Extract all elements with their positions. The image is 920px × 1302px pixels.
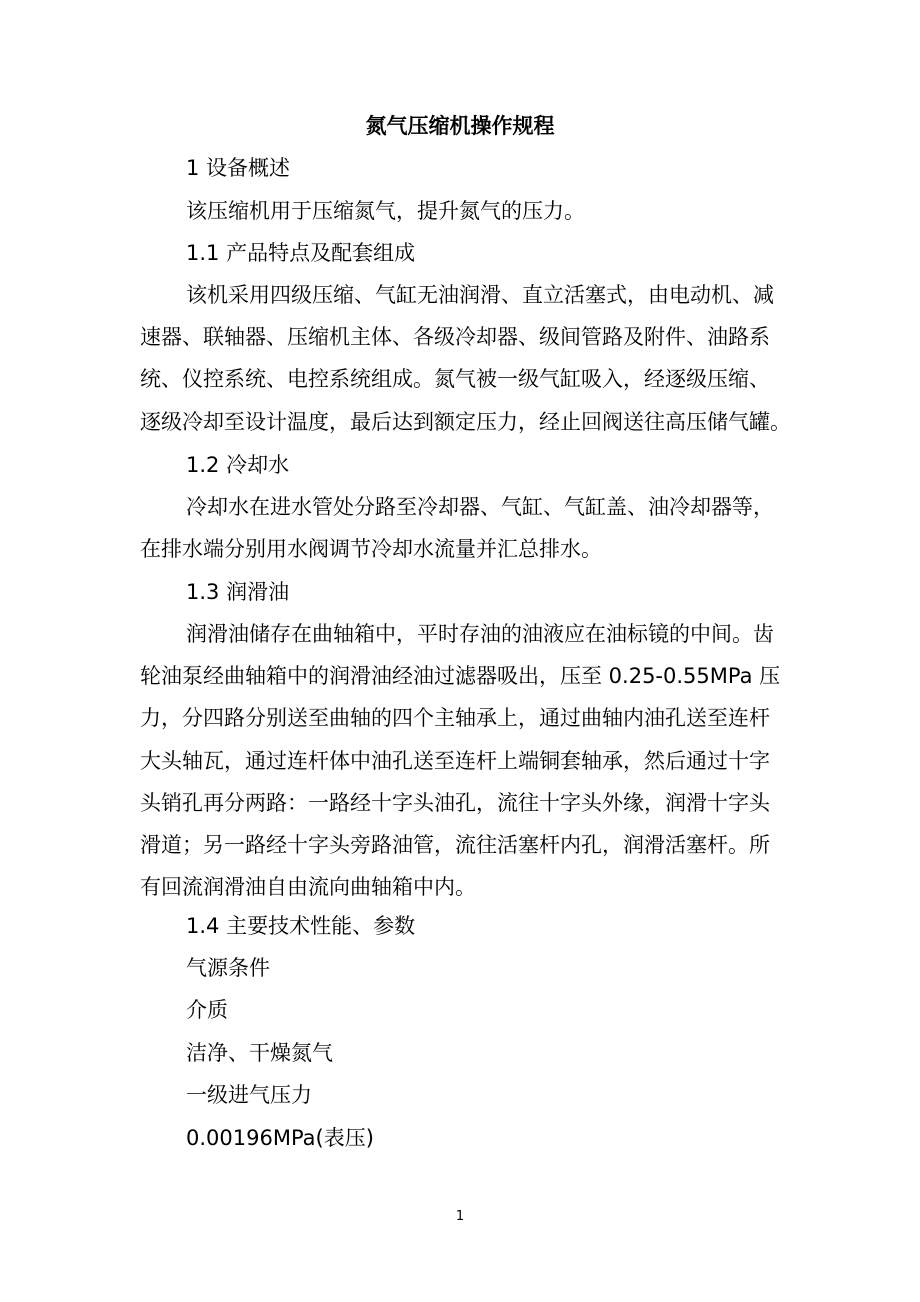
- paragraph-line: 有回流润滑油自由流向曲轴箱中内。: [140, 875, 476, 900]
- paragraph-line: 滑道；另一路经十字头旁路油管，流往活塞杆内孔，润滑活塞杆。所: [140, 833, 770, 858]
- section-1-2-paragraph: [140, 486, 784, 570]
- section-1-4-heading: 1.4 主要技术性能、参数: [186, 914, 416, 938]
- paragraph-line: 逐级冷却至设计温度，最后达到额定压力，经止回阀送往高压储气罐。: [140, 409, 791, 434]
- section-1-text: 该压缩机用于压缩氮气，提升氮气的压力。: [186, 199, 585, 223]
- section-1-1-heading: 1.1 产品特点及配套组成: [186, 241, 416, 265]
- paragraph-line: 头销孔再分两路：一路经十字头油孔，流往十字头外缘，润滑十字头: [140, 790, 770, 815]
- section-1-3-paragraph: [140, 613, 784, 908]
- paragraph-line: 速器、联轴器、压缩机主体、各级冷却器、级间管路及附件、油路系: [140, 325, 770, 350]
- document-title: 氮气压缩机操作规程: [365, 114, 555, 138]
- spec-item: 一级进气压力: [186, 1083, 312, 1107]
- spec-item: 介质: [186, 998, 228, 1022]
- section-1-3-heading: 1.3 润滑油: [186, 580, 290, 604]
- section-1-1-paragraph: [140, 274, 791, 443]
- section-1-2-heading: 1.2 冷却水: [186, 453, 290, 477]
- paragraph-line: 力，分四路分别送至曲轴的四个主轴承上，通过曲轴内油孔送至连杆: [140, 706, 770, 731]
- paragraph-line: 轮油泵经曲轴箱中的润滑油经油过滤器吸出，压至 0.25-0.55MPa 压: [140, 664, 781, 689]
- paragraph-line: 冷却水在进水管处分路至冷却器、气缸、气缸盖、油冷却器等，: [186, 495, 774, 519]
- spec-item: 0.00196MPa(表压): [186, 1126, 374, 1150]
- paragraph-line: 该机采用四级压缩、气缸无油润滑、直立活塞式，由电动机、减: [186, 283, 774, 307]
- spec-item: 气源条件: [186, 956, 270, 980]
- page-number: 1: [455, 1209, 465, 1224]
- paragraph-line: 润滑油储存在曲轴箱中，平时存油的油液应在油标镜的中间。齿: [186, 622, 774, 646]
- paragraph-line: 在排水端分别用水阀调节冷却水流量并汇总排水。: [140, 537, 602, 562]
- section-1-heading: 1 设备概述: [186, 156, 291, 180]
- spec-item: 洁净、干燥氮气: [186, 1041, 333, 1065]
- paragraph-line: 大头轴瓦，通过连杆体中油孔送至连杆上端铜套轴承，然后通过十字: [140, 748, 770, 773]
- paragraph-line: 统、仪控系统、电控系统组成。氮气被一级气缸吸入，经逐级压缩、: [140, 367, 770, 392]
